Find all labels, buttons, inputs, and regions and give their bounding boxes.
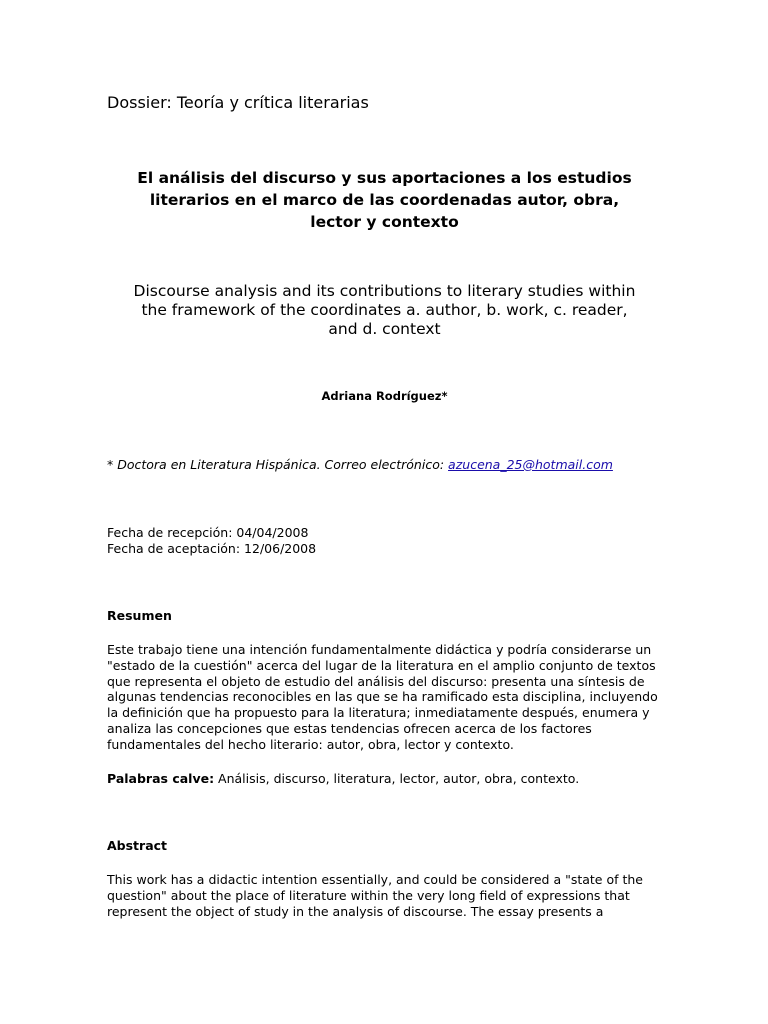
resumen-line: la definición que ha propuesto para la literatura; inmediatamente después, enumera y: [107, 705, 650, 721]
title-spanish-line: lector y contexto: [310, 213, 459, 231]
title-spanish-line: El análisis del discurso y sus aportaciones a los estudios: [137, 169, 632, 187]
resumen-line: algunas tendencias reconocibles en las que se ha ramificado esta disciplina, incluyendo: [107, 689, 658, 705]
dates-block: [107, 525, 316, 557]
title-english-line: and d. context: [328, 320, 441, 338]
resumen-heading: Resumen: [107, 608, 172, 623]
resumen-line: analiza las concepciones que estas tendencias ofrecen acerca de los factores: [107, 720, 592, 736]
author-name: Adriana Rodríguez*: [321, 389, 448, 403]
author-footnote: [107, 457, 613, 472]
abstract-line: This work has a didactic intention essentially, and could be considered a "state of the: [107, 872, 643, 887]
abstract-paragraph: [107, 872, 662, 919]
resumen-line: fundamentales del hecho literario: autor, obra, lector y contexto.: [107, 736, 514, 752]
keywords-text: Análisis, discurso, literatura, lector, autor, obra, contexto.: [214, 771, 580, 786]
title-english: [99, 282, 670, 339]
resumen-line: "estado de la cuestión" acerca del lugar de la literatura en el amplio conjunto de textos: [107, 657, 656, 673]
footnote-text: * Doctora en Literatura Hispánica. Correo electrónico:: [107, 457, 449, 472]
date-accepted: Fecha de aceptación: 12/06/2008: [107, 541, 317, 556]
resumen-line: Este trabajo tiene una intención fundamentalmente didáctica y podría considerarse un: [107, 642, 652, 657]
email-link[interactable]: azucena_25@hotmail.com: [448, 457, 613, 472]
abstract-heading: Abstract: [107, 838, 168, 853]
section-header: Dossier: Teoría y crítica literarias: [107, 93, 369, 112]
keywords-label: Palabras calve:: [107, 771, 215, 786]
title-spanish: [107, 167, 662, 233]
date-received: Fecha de recepción: 04/04/2008: [107, 525, 309, 540]
resumen-line: que representa el objeto de estudio del análisis del discurso: presenta una síntesis de: [107, 673, 645, 689]
resumen-paragraph: [107, 642, 662, 753]
title-english-line: the framework of the coordinates a. author, b. work, c. reader,: [141, 301, 628, 319]
abstract-line: represent the object of study in the analysis of discourse. The essay presents a: [107, 903, 604, 919]
title-spanish-line: literarios en el marco de las coordenadas autor, obra,: [149, 191, 620, 209]
abstract-line: question" about the place of literature within the very long field of expressions that: [107, 887, 630, 903]
title-english-line: Discourse analysis and its contributions to literary studies within: [133, 282, 636, 300]
keywords-line: [107, 771, 579, 786]
